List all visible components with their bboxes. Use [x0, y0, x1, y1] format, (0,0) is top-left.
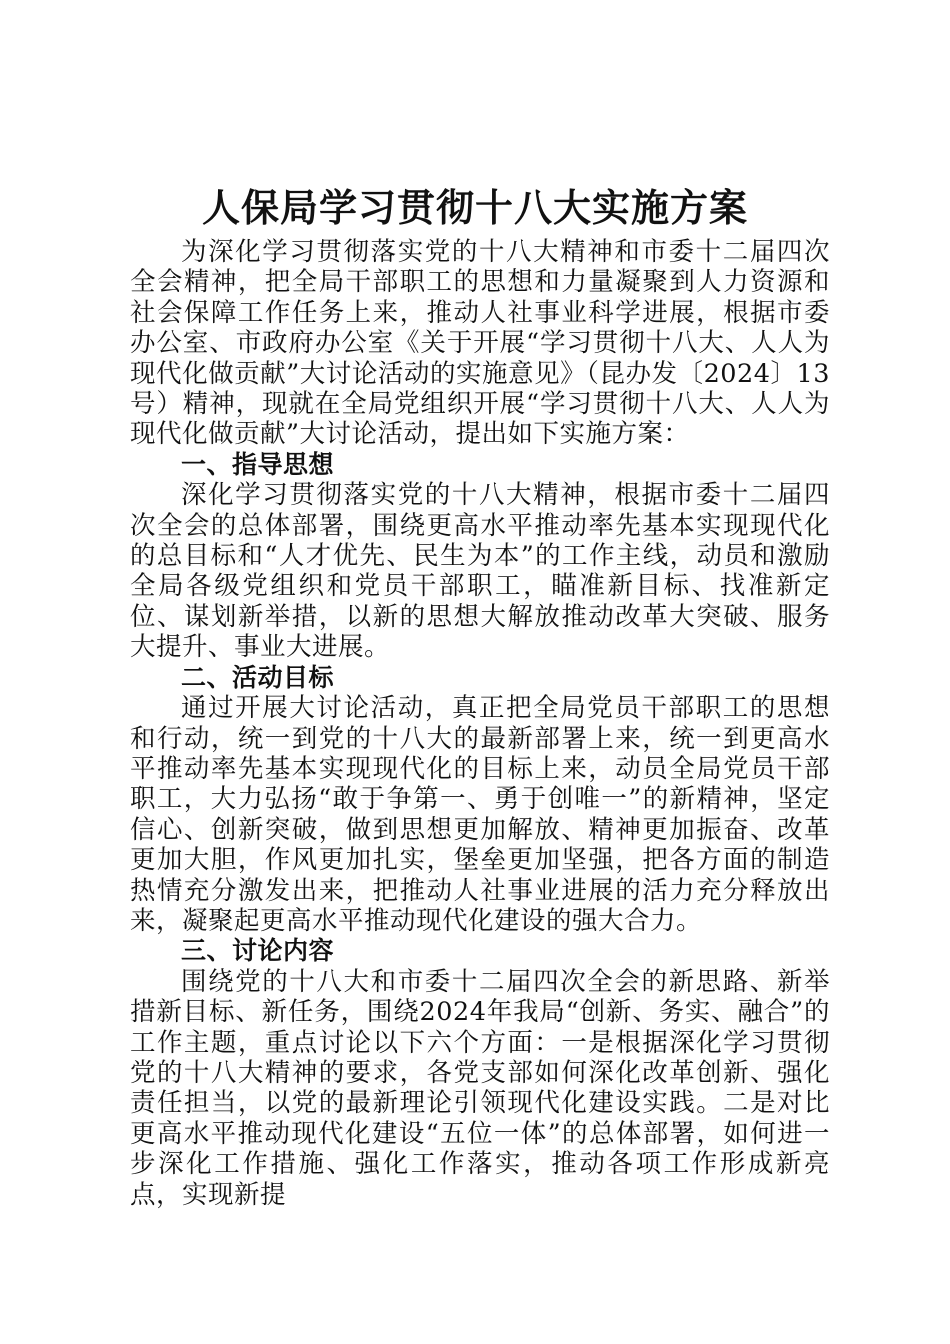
intro-paragraph: 为深化学习贯彻落实党的十八大精神和市委十二届四次全会精神，把全局干部职工的思想和力量凝聚到人力资源和社会保障工作任务上来，推动人社事业科学进展，根据市委办公室、市政府办公室《关于开展“学习贯彻十八大、人人为现代化做贡献”大讨论活动的实施意见》（昆办发〔2024〕13号）精神，现就在全局党组织开展“学习贯彻十八大、人人为现代化做贡献”大讨论活动，提出如下实施方案： [130, 237, 830, 450]
section-paragraph-guiding-thought: 深化学习贯彻落实党的十八大精神，根据市委十二届四次全会的总体部署，围绕更高水平推动率先基本实现现代化的总目标和“人才优先、民生为本”的工作主线，动员和激励全局各级党组织和党员干部职工，瞄准新目标、找准新定位、谋划新举措，以新的思想大解放推动改革大突破、服务大提升、事业大进展。 [130, 480, 830, 663]
document-title: 人保局学习贯彻十八大实施方案 [201, 185, 748, 230]
section-heading-discussion-content: 三、讨论内容 [181, 936, 335, 966]
document-body [130, 237, 830, 1210]
section-paragraph-discussion-content: 围绕党的十八大和市委十二届四次全会的新思路、新举措新目标、新任务，围绕2024年我局“创新、务实、融合”的工作主题，重点讨论以下六个方面：一是根据深化学习贯彻党的十八大精神的要求，各党支部如何深化改革创新、强化责任担当，以党的最新理论引领现代化建设实践。二是对比更高水平推动现代化建设“五位一体”的总体部署，如何进一步深化工作措施、强化工作落实，推动各项工作形成新亮点，实现新提 [130, 966, 830, 1210]
section-paragraph-activity-goals: 通过开展大讨论活动，真正把全局党员干部职工的思想和行动，统一到党的十八大的最新部署上来，统一到更高水平推动率先基本实现现代化的目标上来，动员全局党员干部职工，大力弘扬“敢于争第一、勇于创唯一”的新精神，坚定信心、创新突破，做到思想更加解放、精神更加振奋、改革更加大胆，作风更加扎实，堡垒更加坚强，把各方面的制造热情充分激发出来，把推动人社事业进展的活力充分释放出来，凝聚起更高水平推动现代化建设的强大合力。 [130, 693, 830, 936]
section-heading-activity-goals: 二、活动目标 [181, 662, 335, 692]
section-heading-guiding-thought: 一、指导思想 [181, 449, 335, 479]
